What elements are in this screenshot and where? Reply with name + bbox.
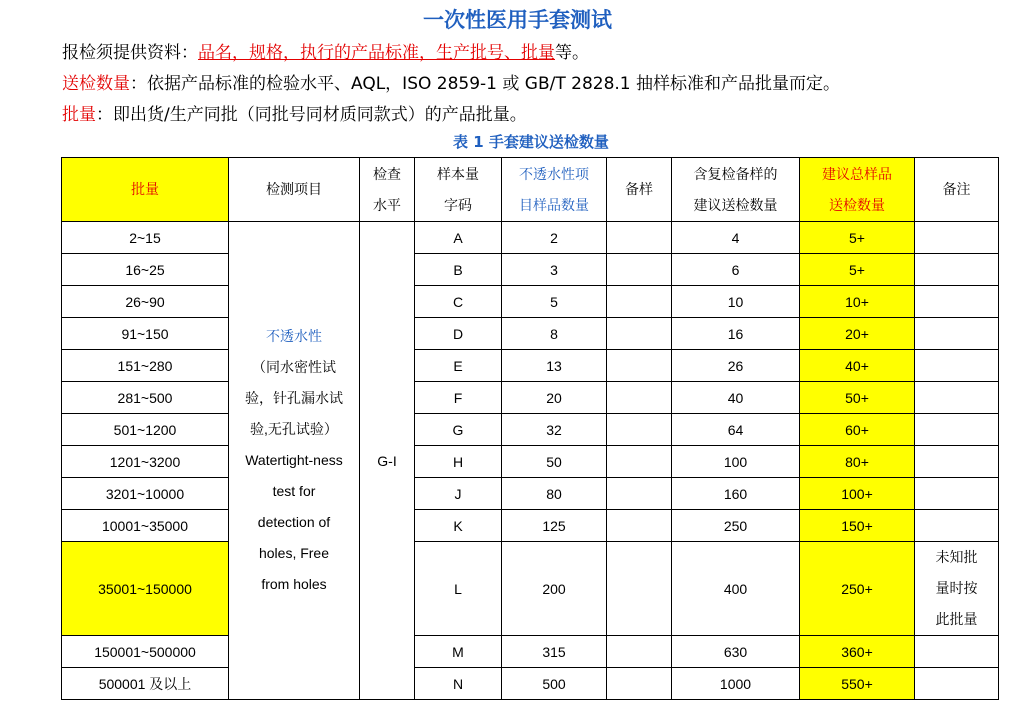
- cell-total: 5+: [800, 254, 915, 286]
- cell-code: H: [415, 446, 502, 478]
- header-spare: 备样: [607, 158, 672, 222]
- header-wt-line2: 目样品数量: [519, 196, 589, 213]
- cell-watertight: 3: [502, 254, 607, 286]
- cell-remark: [915, 286, 999, 318]
- cell-batch: 281~500: [62, 382, 229, 414]
- document-title: 一次性医用手套测试: [423, 8, 612, 32]
- cell-retest: 40: [672, 382, 800, 414]
- header-total-line1: 建议总样品: [822, 165, 892, 182]
- cell-spare: [607, 636, 672, 668]
- cell-watertight: 125: [502, 510, 607, 542]
- cell-remark: [915, 222, 999, 254]
- cell-retest: 10: [672, 286, 800, 318]
- intro-line-required-info: [62, 38, 589, 63]
- cell-remark: [915, 318, 999, 350]
- cell-inspection-level: G-I: [360, 222, 415, 700]
- table-row: [62, 446, 999, 478]
- cell-total: 5+: [800, 222, 915, 254]
- remark-line3: 此批量: [935, 611, 978, 627]
- cell-watertight: 5: [502, 286, 607, 318]
- table-row: [62, 414, 999, 446]
- header-code-line2: 字码: [444, 196, 472, 213]
- intro-line-sample-quantity: [62, 69, 840, 94]
- header-test-item: 检测项目: [229, 158, 360, 222]
- cell-batch: 151~280: [62, 350, 229, 382]
- test-item-en-2: test for: [272, 483, 316, 499]
- cell-batch: 501~1200: [62, 414, 229, 446]
- cell-spare: [607, 446, 672, 478]
- required-info-label: 报检须提供资料：: [62, 43, 198, 63]
- cell-retest: 630: [672, 636, 800, 668]
- cell-watertight: 80: [502, 478, 607, 510]
- table-row: [62, 222, 999, 254]
- cell-remark-note: [915, 542, 999, 636]
- remark-line2: 量时按: [935, 580, 978, 596]
- header-level-line2: 水平: [373, 196, 401, 213]
- cell-watertight: 8: [502, 318, 607, 350]
- table-row: [62, 350, 999, 382]
- header-retest-line2: 建议送检数量: [693, 196, 778, 213]
- cell-retest: 100: [672, 446, 800, 478]
- cell-total: 150+: [800, 510, 915, 542]
- cell-code: M: [415, 636, 502, 668]
- cell-retest: 16: [672, 318, 800, 350]
- cell-remark: [915, 668, 999, 700]
- cell-total: 250+: [800, 542, 915, 636]
- cell-batch: 500001 及以上: [62, 668, 229, 700]
- required-info-suffix: 等。: [555, 43, 589, 63]
- cell-batch: 10001~35000: [62, 510, 229, 542]
- cell-total: 50+: [800, 382, 915, 414]
- cell-watertight: 500: [502, 668, 607, 700]
- cell-remark: [915, 478, 999, 510]
- table-row: [62, 286, 999, 318]
- cell-remark: [915, 636, 999, 668]
- cell-retest: 400: [672, 542, 800, 636]
- test-item-zh-3: 验，针孔漏水试: [245, 390, 343, 406]
- cell-retest: 26: [672, 350, 800, 382]
- header-retest-quantity: [672, 158, 800, 222]
- cell-watertight: 50: [502, 446, 607, 478]
- cell-spare: [607, 222, 672, 254]
- cell-code: L: [415, 542, 502, 636]
- cell-spare: [607, 478, 672, 510]
- table-row: [62, 318, 999, 350]
- cell-total: 20+: [800, 318, 915, 350]
- cell-batch: 16~25: [62, 254, 229, 286]
- cell-total: 360+: [800, 636, 915, 668]
- header-remark: 备注: [915, 158, 999, 222]
- cell-batch: 91~150: [62, 318, 229, 350]
- cell-code: K: [415, 510, 502, 542]
- table-row: [62, 382, 999, 414]
- cell-batch: 35001~150000: [62, 542, 229, 636]
- table-caption: 表 1 手套建议送检数量: [453, 133, 609, 151]
- cell-batch: 26~90: [62, 286, 229, 318]
- cell-remark: [915, 382, 999, 414]
- cell-code: N: [415, 668, 502, 700]
- header-code-letter: [415, 158, 502, 222]
- test-item-zh-2: （同水密性试: [252, 359, 336, 375]
- cell-total: 80+: [800, 446, 915, 478]
- remark-line1: 未知批: [935, 549, 978, 565]
- cell-spare: [607, 254, 672, 286]
- cell-code: J: [415, 478, 502, 510]
- cell-remark: [915, 510, 999, 542]
- cell-batch: 1201~3200: [62, 446, 229, 478]
- cell-spare: [607, 350, 672, 382]
- table-row: [62, 636, 999, 668]
- cell-code: E: [415, 350, 502, 382]
- cell-batch: 3201~10000: [62, 478, 229, 510]
- cell-watertight: 13: [502, 350, 607, 382]
- cell-watertight: 200: [502, 542, 607, 636]
- header-watertight-samples: [502, 158, 607, 222]
- cell-remark: [915, 414, 999, 446]
- cell-spare: [607, 382, 672, 414]
- header-code-line1: 样本量: [437, 165, 479, 182]
- header-batch: 批量: [62, 158, 229, 222]
- cell-total: 40+: [800, 350, 915, 382]
- cell-watertight: 2: [502, 222, 607, 254]
- cell-watertight: 20: [502, 382, 607, 414]
- cell-remark: [915, 446, 999, 478]
- table-row: [62, 478, 999, 510]
- cell-spare: [607, 318, 672, 350]
- cell-spare: [607, 286, 672, 318]
- cell-watertight: 315: [502, 636, 607, 668]
- table-row: [62, 254, 999, 286]
- cell-retest: 1000: [672, 668, 800, 700]
- cell-spare: [607, 414, 672, 446]
- cell-retest: 160: [672, 478, 800, 510]
- cell-code: B: [415, 254, 502, 286]
- table-row: [62, 668, 999, 700]
- test-item-en-1: Watertight-ness: [245, 452, 343, 468]
- header-retest-line1: 含复检备样的: [693, 165, 778, 182]
- cell-batch: 2~15: [62, 222, 229, 254]
- test-item-zh-1: 不透水性: [266, 328, 322, 344]
- cell-retest: 250: [672, 510, 800, 542]
- intro-line-batch-definition: [62, 100, 527, 125]
- batch-definition-label: 批量: [62, 105, 96, 125]
- cell-remark: [915, 350, 999, 382]
- header-wt-line1: 不透水性项: [519, 165, 589, 182]
- cell-code: G: [415, 414, 502, 446]
- sample-quantity-label: 送检数量: [62, 74, 130, 94]
- batch-definition-text: ：即出货/生产同批（同批号同材质同款式）的产品批量。: [96, 105, 527, 125]
- cell-spare: [607, 510, 672, 542]
- cell-code: F: [415, 382, 502, 414]
- test-item-zh-4: 验,无孔试验）: [250, 421, 338, 437]
- cell-total: 10+: [800, 286, 915, 318]
- header-inspection-level: [360, 158, 415, 222]
- cell-code: A: [415, 222, 502, 254]
- sample-quantity-text: ：依据产品标准的检验水平、AQL，ISO 2859-1 或 GB/T 2828.1 抽样标准和产品批量而定。: [130, 74, 841, 94]
- cell-watertight: 32: [502, 414, 607, 446]
- cell-total: 60+: [800, 414, 915, 446]
- cell-spare: [607, 668, 672, 700]
- cell-test-item: [229, 222, 360, 700]
- cell-total: 550+: [800, 668, 915, 700]
- header-level-line1: 检查: [373, 165, 401, 182]
- cell-total: 100+: [800, 478, 915, 510]
- cell-code: C: [415, 286, 502, 318]
- header-total-line2: 送检数量: [829, 196, 885, 213]
- cell-spare: [607, 542, 672, 636]
- required-info-items: 品名，规格，执行的产品标准，生产批号、批量: [198, 43, 555, 63]
- test-item-en-4: holes, Free: [258, 545, 330, 561]
- table-row: [62, 510, 999, 542]
- table-row: [62, 542, 999, 636]
- cell-batch: 150001~500000: [62, 636, 229, 668]
- cell-retest: 6: [672, 254, 800, 286]
- sampling-table: [61, 157, 999, 700]
- test-item-en-5: from holes: [261, 576, 327, 592]
- header-total-quantity: [800, 158, 915, 222]
- test-item-en-3: detection of: [257, 514, 331, 530]
- cell-retest: 64: [672, 414, 800, 446]
- cell-code: D: [415, 318, 502, 350]
- cell-remark: [915, 254, 999, 286]
- cell-retest: 4: [672, 222, 800, 254]
